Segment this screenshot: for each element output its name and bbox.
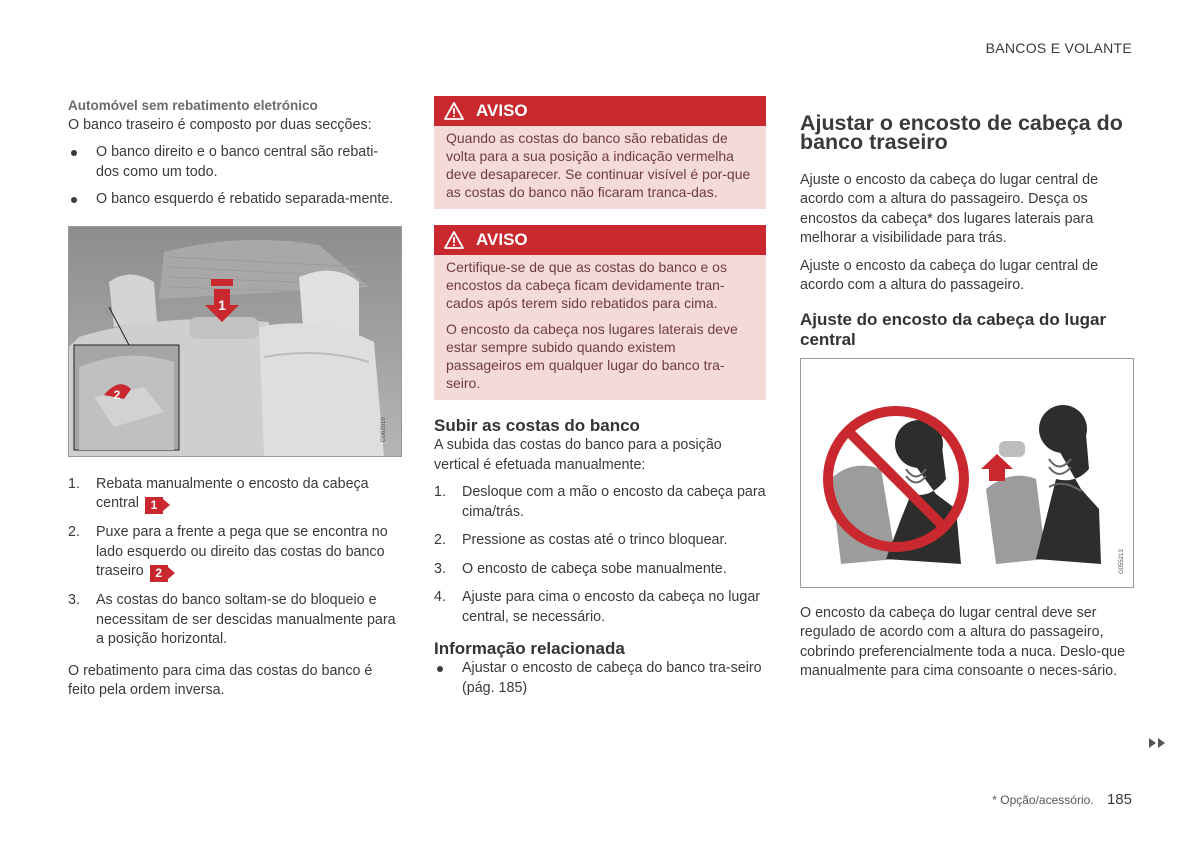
warning-title: AVISO [476, 101, 528, 121]
warning-box [434, 225, 766, 400]
running-header: BANCOS E VOLANTE [985, 40, 1132, 56]
step-item: 3. O encosto de cabeça sobe manualmente. [434, 560, 727, 577]
warning-box [434, 96, 766, 209]
headrest-illustration [800, 358, 1134, 588]
closing-text: O rebatimento para cima das costas do banco é feito pela ordem inversa. [68, 662, 373, 698]
related-list [434, 659, 766, 698]
callout-2: 2 [113, 387, 121, 402]
continue-arrows-icon[interactable] [1147, 737, 1167, 749]
related-title: Informação relacionada [434, 639, 625, 658]
warning-header [434, 96, 766, 126]
paragraph: Ajuste o encosto da cabeça do lugar central de acordo com a altura do passageiro. Desça os encostos da cabeça* dos lugares laterais para melhorar a visibilidade para trás. [800, 171, 1099, 247]
warning-title: AVISO [476, 230, 528, 250]
rear-seat-image [69, 227, 401, 456]
page-section-title: Ajustar o encosto de cabeça do banco traseiro [800, 110, 1123, 155]
callout-badge: 2 [150, 565, 168, 582]
step-item: 3. As costas do banco soltam-se do bloqueio e necessitam de ser descidas manualmente para a posição horizontal. [68, 592, 396, 647]
subsection-title: Ajuste do encosto da cabeça do lugar central [800, 309, 1107, 349]
related-link[interactable]: Ajustar o encosto de cabeça do banco tra-seiro (pág. 185) [434, 659, 766, 698]
headrest-image [801, 359, 1133, 587]
bullet-item: O banco esquerdo é rebatido separada-mente. [68, 190, 400, 210]
footer [992, 791, 1132, 808]
subheading: Automóvel sem rebatimento eletrónico [68, 98, 318, 113]
intro-text: O banco traseiro é composto por duas secções: [68, 116, 372, 133]
column-right [800, 96, 1134, 682]
step-item: 4. Ajuste para cima o encosto da cabeça no lugar central, se necessário. [434, 589, 761, 625]
figure-code: G062010 [381, 416, 387, 442]
bullet-list [68, 143, 400, 210]
warning-header [434, 225, 766, 255]
step-item: 1. Desloque com a mão o encosto da cabeça para cima/trás. [434, 484, 766, 520]
paragraph: O encosto da cabeça do lugar central deve ser regulado de acordo com a altura do passageiro, cobrindo preferencialmente toda a nuca. Deslo-que manualmente para cima consoante o neces-sário. [800, 604, 1126, 680]
double-arrow-icon [1147, 737, 1167, 749]
page-number: 185 [1106, 791, 1132, 808]
step-item: 2. Puxe para a frente a pega que se encontra no lado esquerdo ou direito das costas do banco traseiro 2 [68, 524, 388, 580]
warning-body: Quando as costas do banco são rebatidas de volta para a sua posição a indicação vermelha deve desaparecer. Se continuar visível é por-que as costas do banco não ficaram tranca-das. [446, 130, 751, 200]
bullet-item: O banco direito e o banco central são rebati-dos como um todo. [68, 143, 400, 182]
paragraph: Ajuste o encosto da cabeça do lugar central de acordo com a altura do passageiro. [800, 257, 1099, 294]
callout-1: 1 [218, 296, 226, 313]
fold-steps [68, 475, 400, 650]
warning-triangle-icon [444, 102, 464, 120]
raise-steps [434, 483, 766, 627]
warning-triangle-icon [444, 231, 464, 249]
step-item: 1. Rebata manualmente o encosto da cabeça central 1 [68, 475, 369, 512]
step-item: 2. Pressione as costas até o trinco bloquear. [434, 532, 728, 548]
callout-badge: 1 [145, 497, 163, 514]
warning-body: Certifique-se de que as costas do banco e os encostos da cabeça ficam devidamente tran-cados após terem sido rebatidos para cima. O encosto da cabeça nos lugares laterais deve estar sempre subido quando existem passageiros em qualquer lugar do banco tra-seiro. [446, 259, 738, 391]
column-left [68, 96, 400, 701]
rear-seat-illustration [68, 226, 402, 457]
column-middle [434, 96, 766, 706]
figure-code: G055213 [1119, 548, 1125, 574]
footnote-text: * Opção/acessório. [992, 793, 1094, 807]
section-intro: A subida das costas do banco para a posição vertical é efetuada manualmente: [434, 437, 722, 473]
section-title: Subir as costas do banco [434, 416, 640, 435]
